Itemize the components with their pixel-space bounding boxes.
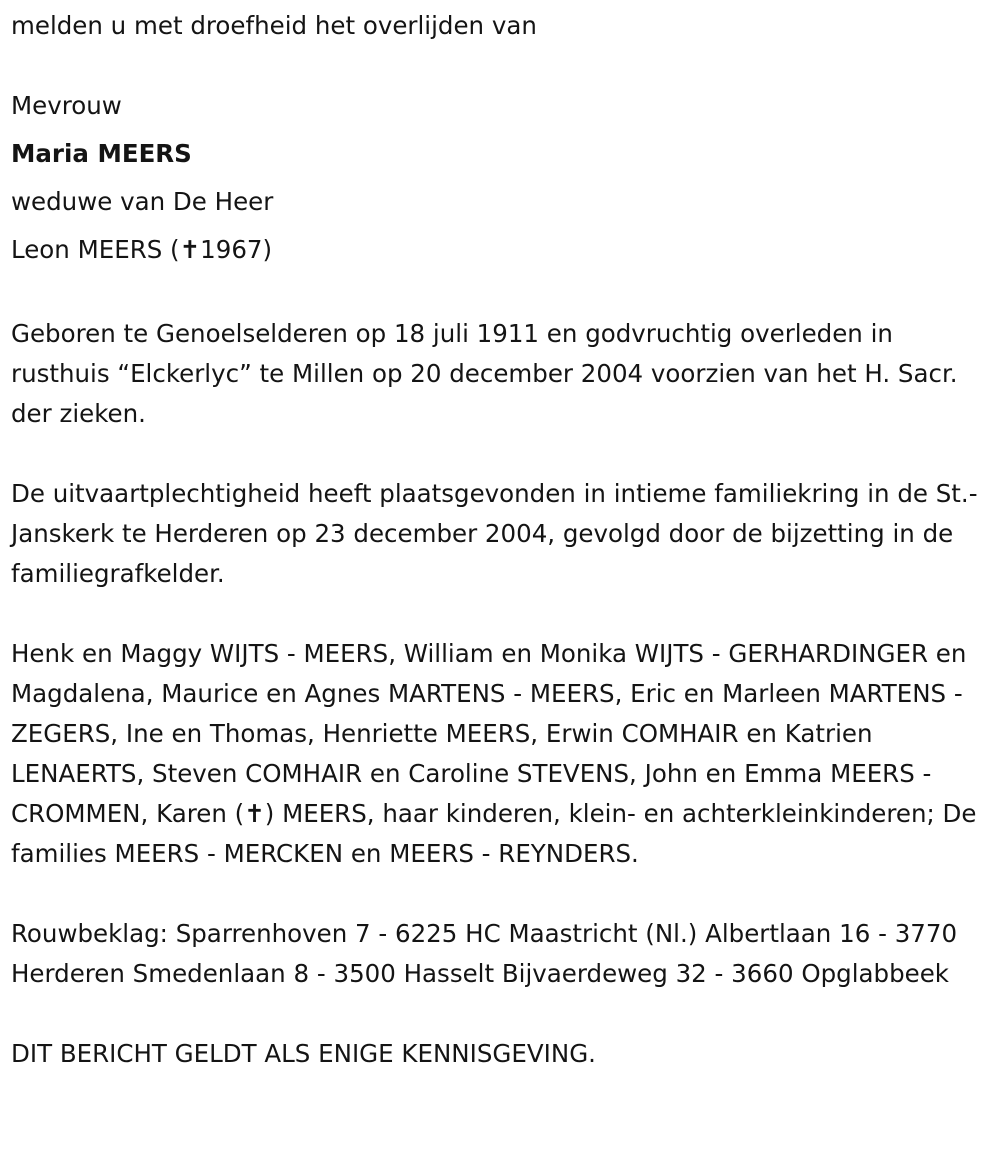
funeral-paragraph: De uitvaartplechtigheid heeft plaatsgevonden in intieme familiekring in de St.-Janskerk te Herderen op 23 december 2004, gevolgd door de bijzetting in de familiegrafkelder. (11, 479, 978, 588)
condolences-paragraph: Rouwbeklag: Sparrenhoven 7 - 6225 HC Maastricht (Nl.) Albertlaan 16 - 3770 Herderen Smedenlaan 8 - 3500 Hasselt Bijvaerdeweg 32 - 3660 Opglabbeek (11, 919, 958, 988)
death-notice (11, 0, 991, 1074)
intro-line: melden u met droefheid het overlijden van (11, 11, 537, 40)
widow-of-line: weduwe van De Heer (11, 187, 274, 216)
closing-statement: DIT BERICHT GELDT ALS ENIGE KENNISGEVING. (11, 1039, 596, 1068)
salutation: Mevrouw (11, 91, 122, 120)
family-paragraph: Henk en Maggy WIJTS - MEERS, William en Monika WIJTS - GERHARDINGER en Magdalena, Maurice en Agnes MARTENS - MEERS, Eric en Marleen MARTENS - ZEGERS, Ine en Thomas, Henriette MEERS, Erwin COMHAIR en Katrien LENAERTS, Steven COMHAIR en Caroline STEVENS, John en Emma MEERS - CROMMEN, Karen (✝) MEERS, haar kinderen, klein- en achterkleinkinderen; De families MEERS - MERCKEN en MEERS - REYNDERS. (11, 639, 977, 868)
deceased-name: Maria MEERS (11, 139, 192, 168)
birth-death-paragraph: Geboren te Genoelselderen op 18 juli 1911 en godvruchtig overleden in rusthuis “Elckerlyc” te Millen op 20 december 2004 voorzien van het H. Sacr. der zieken. (11, 319, 958, 428)
spouse-line: Leon MEERS (✝1967) (11, 235, 273, 264)
